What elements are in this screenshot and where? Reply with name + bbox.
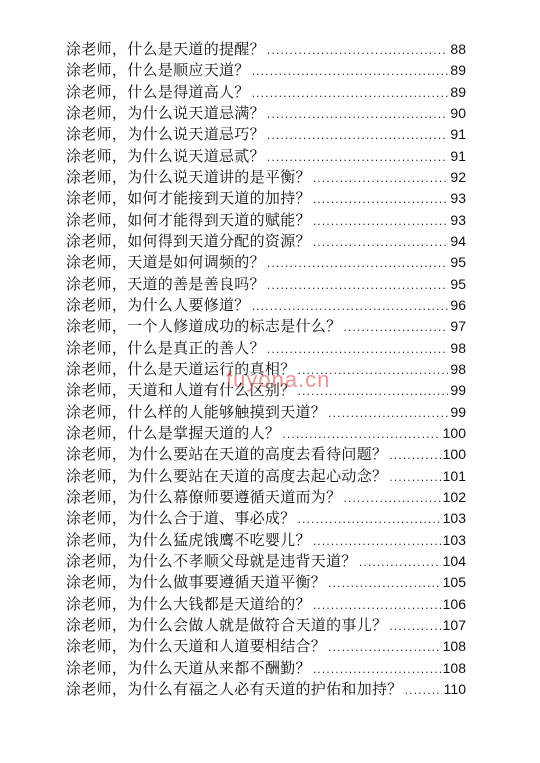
toc-entry-page-number: 107 — [442, 616, 466, 633]
toc-entry-page-number: 95 — [450, 275, 466, 292]
toc-entry-page-number: 100 — [442, 446, 466, 463]
toc-entry-page-number: 102 — [442, 488, 466, 505]
toc-entry-title: 涂老师，什么是天道的提醒？ — [66, 40, 265, 58]
toc-entry[interactable] — [66, 679, 466, 700]
toc-leader-dots — [328, 637, 441, 658]
toc-entry-page-number: 89 — [450, 62, 466, 79]
toc-leader-dots — [313, 659, 441, 680]
toc-entry-title: 涂老师，为什么大钱都是天道给的？ — [66, 594, 311, 613]
toc-entry[interactable] — [66, 167, 466, 188]
toc-entry-title: 涂老师，什么是天道运行的真相？ — [66, 359, 296, 378]
toc-entry[interactable] — [66, 444, 466, 465]
toc-entry-page-number: 93 — [450, 190, 466, 207]
toc-entry-title: 涂老师，为什么猛虎饿鹰不吃婴儿？ — [66, 530, 311, 549]
toc-leader-dots — [267, 253, 449, 274]
toc-entry-title: 涂老师，为什么要站在天道的高度去看待问题？ — [66, 445, 388, 464]
toc-entry-title: 涂老师，天道的善是善良吗？ — [66, 274, 265, 293]
toc-leader-dots — [267, 104, 449, 125]
toc-entry-title: 涂老师，为什么合于道、事必成？ — [66, 509, 296, 528]
toc-leader-dots — [252, 83, 449, 104]
toc-entry-title: 涂老师，为什么天道从来都不酬勤？ — [66, 658, 311, 677]
toc-entry-title: 涂老师，为什么说天道忌巧？ — [66, 125, 265, 144]
toc-leader-dots — [313, 189, 449, 210]
toc-entry-page-number: 108 — [442, 638, 466, 655]
toc-entry[interactable] — [66, 508, 466, 529]
toc-entry[interactable] — [66, 636, 466, 657]
toc-entry-title: 涂老师，为什么有福之人必有天道的护佑和加持？ — [66, 679, 403, 698]
toc-leader-dots — [313, 595, 441, 616]
toc-entry[interactable] — [66, 210, 466, 231]
toc-entry-page-number: 97 — [450, 318, 466, 335]
toc-leader-dots — [389, 467, 440, 488]
toc-entry-page-number: 103 — [442, 531, 466, 548]
toc-entry-page-number: 92 — [450, 168, 466, 185]
toc-entry-title: 涂老师，为什么说天道忌贰？ — [66, 146, 265, 165]
toc-entry-page-number: 108 — [442, 659, 466, 676]
toc-entry-page-number: 98 — [450, 360, 466, 377]
toc-entry-title: 涂老师，什么是得道高人？ — [66, 82, 250, 101]
table-of-contents — [66, 39, 466, 700]
toc-entry-title: 涂老师，为什么不孝顺父母就是违背天道？ — [66, 551, 357, 570]
toc-entry[interactable] — [66, 274, 466, 295]
toc-entry-page-number: 89 — [450, 83, 466, 100]
toc-entry-title: 涂老师，如何才能接到天道的加持？ — [66, 189, 311, 208]
toc-entry[interactable] — [66, 338, 466, 359]
toc-entry-title: 涂老师，什么是真正的善人？ — [66, 338, 265, 357]
toc-entry[interactable] — [66, 402, 466, 423]
toc-entry[interactable] — [66, 380, 466, 401]
toc-entry-title: 涂老师，天道是如何调频的？ — [66, 253, 265, 272]
toc-entry-title: 涂老师，为什么要站在天道的高度去起心动念？ — [66, 466, 388, 485]
toc-leader-dots — [252, 296, 449, 317]
toc-leader-dots — [313, 232, 449, 253]
toc-list — [66, 39, 466, 700]
toc-entry[interactable] — [66, 231, 466, 252]
toc-entry-title: 涂老师，什么样的人能够触摸到天道？ — [66, 402, 327, 421]
toc-entry-title: 涂老师，为什么幕僚师要遵循天道而为？ — [66, 487, 342, 506]
toc-entry-title: 涂老师，为什么说天道讲的是平衡？ — [66, 167, 311, 186]
toc-entry[interactable] — [66, 615, 466, 636]
toc-entry-title: 涂老师，如何得到天道分配的资源？ — [66, 231, 311, 250]
toc-entry-title: 涂老师，什么是掌握天道的人？ — [66, 423, 281, 442]
toc-entry[interactable] — [66, 124, 466, 145]
toc-entry[interactable] — [66, 658, 466, 679]
toc-leader-dots — [282, 424, 440, 445]
toc-entry-page-number: 101 — [442, 467, 466, 484]
toc-leader-dots — [267, 40, 449, 61]
toc-leader-dots — [328, 403, 448, 424]
toc-entry-title: 涂老师，为什么做事要遵循天道平衡？ — [66, 573, 327, 592]
toc-leader-dots — [313, 211, 449, 232]
toc-entry[interactable] — [66, 594, 466, 615]
toc-leader-dots — [343, 488, 440, 509]
toc-leader-dots — [359, 552, 441, 573]
toc-entry-page-number: 95 — [450, 254, 466, 271]
toc-entry-title: 涂老师，天道和人道有什么区别？ — [66, 381, 296, 400]
toc-leader-dots — [328, 573, 441, 594]
toc-entry-page-number: 93 — [450, 211, 466, 228]
toc-entry-page-number: 104 — [442, 552, 466, 569]
toc-entry-page-number: 98 — [450, 339, 466, 356]
toc-entry[interactable] — [66, 146, 466, 167]
toc-entry[interactable] — [66, 39, 466, 60]
toc-entry[interactable] — [66, 551, 466, 572]
toc-leader-dots — [267, 275, 449, 296]
toc-entry-page-number: 90 — [450, 104, 466, 121]
toc-entry[interactable] — [66, 423, 466, 444]
toc-leader-dots — [298, 509, 441, 530]
toc-entry-page-number: 103 — [442, 510, 466, 527]
toc-entry[interactable] — [66, 466, 466, 487]
toc-entry[interactable] — [66, 487, 466, 508]
toc-entry[interactable] — [66, 316, 466, 337]
toc-entry-page-number: 106 — [442, 595, 466, 612]
toc-leader-dots — [389, 445, 440, 466]
toc-entry-page-number: 96 — [450, 296, 466, 313]
toc-entry-page-number: 94 — [450, 232, 466, 249]
toc-entry[interactable] — [66, 188, 466, 209]
toc-entry-page-number: 100 — [442, 424, 466, 441]
toc-leader-dots — [267, 125, 449, 146]
toc-leader-dots — [343, 317, 448, 338]
toc-entry-title: 涂老师，为什么会做人就是做符合天道的事儿？ — [66, 615, 388, 634]
toc-entry[interactable] — [66, 103, 466, 124]
toc-entry[interactable] — [66, 252, 466, 273]
watermark-text: fuyona.cn — [226, 367, 331, 392]
toc-entry-page-number: 88 — [450, 41, 466, 57]
toc-entry-title: 涂老师，为什么人要修道？ — [66, 295, 250, 314]
toc-leader-dots — [389, 616, 440, 637]
toc-leader-dots — [298, 360, 449, 381]
toc-entry-title: 涂老师，为什么说天道忌满？ — [66, 103, 265, 122]
toc-entry-page-number: 91 — [450, 126, 466, 143]
toc-entry[interactable] — [66, 359, 466, 380]
toc-entry-page-number: 91 — [450, 147, 466, 164]
toc-leader-dots — [267, 339, 449, 360]
toc-entry-page-number: 99 — [450, 382, 466, 399]
toc-entry-title: 涂老师，如何才能得到天道的赋能？ — [66, 210, 311, 229]
toc-entry-title: 涂老师，什么是顺应天道？ — [66, 61, 250, 80]
toc-leader-dots — [313, 168, 449, 189]
toc-entry-page-number: 105 — [442, 574, 466, 591]
toc-entry-title: 涂老师，为什么天道和人道要相结合？ — [66, 637, 327, 656]
toc-leader-dots — [313, 531, 441, 552]
toc-leader-dots — [405, 680, 442, 701]
toc-entry-page-number: 110 — [443, 680, 466, 697]
toc-leader-dots — [252, 61, 449, 82]
toc-entry-title: 涂老师，一个人修道成功的标志是什么？ — [66, 317, 342, 336]
toc-leader-dots — [298, 381, 449, 402]
toc-entry[interactable] — [66, 530, 466, 551]
toc-entry[interactable] — [66, 572, 466, 593]
toc-entry[interactable] — [66, 82, 466, 103]
toc-leader-dots — [267, 147, 449, 168]
toc-entry[interactable] — [66, 295, 466, 316]
toc-entry[interactable] — [66, 60, 466, 81]
toc-entry-page-number: 99 — [450, 403, 466, 420]
